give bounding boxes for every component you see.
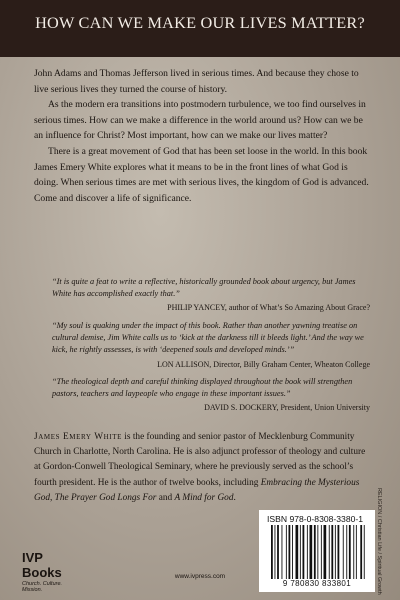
endorsement-2: [52, 320, 370, 371]
book-title: The Prayer God Longs For: [54, 492, 157, 503]
endorsement-attribution: PHILIP YANCEY, author of What’s So Amazing About Grace?: [167, 303, 370, 313]
publisher-url: www.ivpress.com: [174, 573, 226, 580]
barcode: [259, 510, 375, 592]
endorsement-3: [52, 376, 370, 415]
book-title: Embracing the Mysterious God: [34, 477, 360, 503]
description: [34, 66, 371, 206]
publisher-name: IVP Books: [22, 550, 62, 580]
paragraph-1: John Adams and Thomas Jefferson lived in serious times. And because they chose to live serious lives they turned the course of history.: [34, 68, 359, 95]
category-label: RELIGION / Christian Life / Spiritual Growth: [376, 488, 382, 595]
book-title: A Mind for God: [174, 492, 234, 503]
paragraph-2: As the modern era transitions into postmodern turbulence, we too find ourselves in serious times. How can we make a difference in the world around us? How can we be an influence for Christ? Most important, how can we make our lives matter?: [34, 99, 366, 142]
paragraph-3: There is a great movement of God that has been set loose in the world. In this book James Emery White explores what it means to be in the front lines of what God is doing. When serious times are met with serious lives, the kingdom of God is advanced. Come and discover a life of significance.: [34, 145, 369, 204]
endorsement-quote: “The theological depth and careful thinking displayed throughout the book will strengthen pastors, teachers and laypeople who engage in these important issues.”: [52, 377, 353, 399]
endorsement-quote: “My soul is quaking under the impact of this book. Rather than another yawning treatise on cultural demise, Jim White calls us to ‘kick at the darkness till it bleeds light.’ And the way we kick, he rightly assesses, is with ‘deepened souls and developed minds.’”: [52, 321, 364, 355]
barcode-icon: [271, 525, 365, 579]
endorsement-quote: “It is quite a feat to write a reflective, historically grounded book about urgency, but James White has accomplished exactly that.”: [52, 277, 356, 299]
headline: HOW CAN WE MAKE OUR LIVES MATTER?: [35, 13, 365, 32]
publisher-tagline: Church. Culture. Mission.: [22, 581, 63, 593]
barcode-digits: 9 780830 833801: [282, 579, 352, 588]
header-band: [0, 0, 400, 57]
publisher-logo: [22, 550, 82, 593]
author-bio: James Emery White is the founding and senior pastor of Mecklenburg Community Church in Charlotte, North Carolina. He is also adjunct professor of theology and culture at Gordon-Conwell Theological Seminary, where he previously served as the school’s fourth president. He is the author of twelve books, including Embracing the Mysterious God, The Prayer God Longs For and A Mind for God.: [34, 432, 366, 503]
endorsement-attribution: LON ALLISON, Director, Billy Graham Center, Wheaton College: [157, 359, 370, 369]
endorsement-1: [52, 276, 370, 315]
author-name: James Emery White: [34, 432, 122, 442]
isbn-label: ISBN 978-0-8308-3380-1: [267, 514, 364, 524]
endorsement-attribution: DAVID S. DOCKERY, President, Union University: [204, 403, 370, 413]
